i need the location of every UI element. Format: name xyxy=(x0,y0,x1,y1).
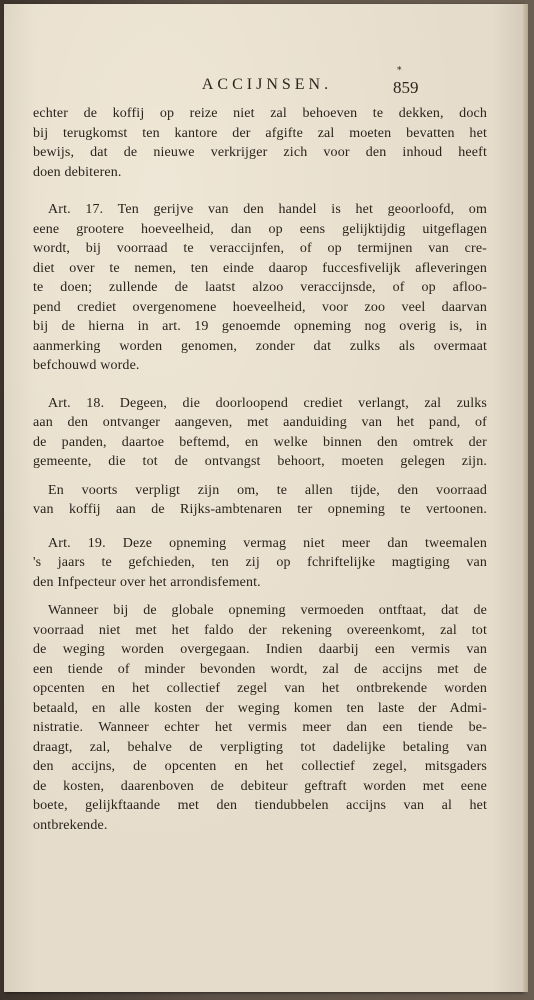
text-line: Art. 17. Ten gerijve van den handel is het geoorloofd, om xyxy=(48,202,487,217)
text-line: Wanneer bij de globale opneming vermoeden ontftaat, dat de xyxy=(48,603,487,618)
article-19 xyxy=(33,534,487,593)
text-line: bewijs, dat de nieuwe verkrijger zich voor den inhoud heeft xyxy=(33,145,487,160)
text-line: ontbrekende. xyxy=(33,817,108,833)
text-line: diet over te nemen, ten einde daarop fuccesfivelijk afleveringen xyxy=(33,260,487,276)
page-number: 859 xyxy=(393,78,419,97)
text-line: aanmerking worden genomen, zonder dat zulks als overmaat xyxy=(33,338,487,354)
article-18 xyxy=(33,394,487,472)
text-line: betaald, en alle kosten der weging komen ten laste der Admi- xyxy=(33,700,487,716)
text-line: echter de koffij op reize niet zal behoeven te dekken, doch xyxy=(33,106,487,121)
article-19-continued xyxy=(33,601,487,835)
text-line: bij terugkomst ten kantore der afgifte zal moeten bevatten het xyxy=(33,125,487,141)
article-17 xyxy=(33,200,487,376)
text-line: boete, gelijkftaande met den tiendubbelen accijns van al het xyxy=(33,798,487,813)
text-line: draagt, zal, behalve de verpligting tot dadelijke betaling van xyxy=(33,739,487,755)
text-line: Art. 18. Degeen, die doorloopend crediet verlangt, zal zulks xyxy=(48,395,487,411)
text-line: befchouwd worde. xyxy=(33,358,140,373)
text-line: de kosten, daarenboven de debiteur geftraft worden met eene xyxy=(33,778,487,794)
text-line: van koffij aan de Rijks-ambtenaren ter opneming te vertoonen. xyxy=(33,502,487,517)
text-line: de weging worden overgegaan. Indien daarbij een vermis van xyxy=(33,642,487,657)
text-line: opcenten en het collectief zegel van het ontbrekende worden xyxy=(33,681,487,696)
text-line: aan den ontvanger aangeven, met aanduiding van het pand, of xyxy=(33,415,487,430)
page-edge xyxy=(523,4,528,992)
text-line: nistratie. Wanneer echter het vermis meer dan een tiende be- xyxy=(33,720,487,735)
text-line: Art. 19. Deze opneming vermag niet meer dan tweemalen xyxy=(48,535,487,551)
text-line: den accijns, de opcenten en het collectief zegel, mitsgaders xyxy=(33,759,487,774)
article-18-continued xyxy=(33,481,487,520)
text-line: doen debiteren. xyxy=(33,164,122,180)
text-line: wordt, bij voorraad te veraccijnfen, of op termijnen van cre- xyxy=(33,241,487,256)
running-title: ACCIJNSEN. xyxy=(201,76,333,93)
text-line: den Infpecteur over het arrondisfement. xyxy=(33,574,261,590)
text-line: 's jaars te gefchieden, ten zij op fchriftelijke magtiging van xyxy=(33,555,487,570)
body-text xyxy=(33,104,487,835)
text-line: te doen; zullende de laatst alzoo veraccijnsde, of op afloo- xyxy=(33,280,487,295)
paragraph-continuation xyxy=(33,104,487,182)
page-header xyxy=(0,66,534,102)
text-line: gemeente, die tot de ontvangst behoort, moeten gelegen zijn. xyxy=(33,454,487,469)
text-line: pend crediet overgenomene hoeveelheid, voor zoo veel daarvan xyxy=(33,299,487,315)
text-line: voorraad niet met het faldo der rekening overeenkomt, zal tot xyxy=(33,622,487,638)
text-line: bij de hierna in art. 19 genoemde opneming nog overig is, in xyxy=(33,319,487,334)
text-line: En voorts verpligt zijn om, te allen tijde, den voorraad xyxy=(48,482,487,498)
text-line: de panden, daartoe beftemd, en welke binnen den omtrek der xyxy=(33,434,487,450)
text-line: eene grootere hoeveelheid, dan op eens gelijktijdig uitgeflagen xyxy=(33,221,487,237)
signature-mark: * xyxy=(397,66,402,76)
text-line: een tiende of minder bevonden wordt, zal de accijns met de xyxy=(33,661,487,677)
